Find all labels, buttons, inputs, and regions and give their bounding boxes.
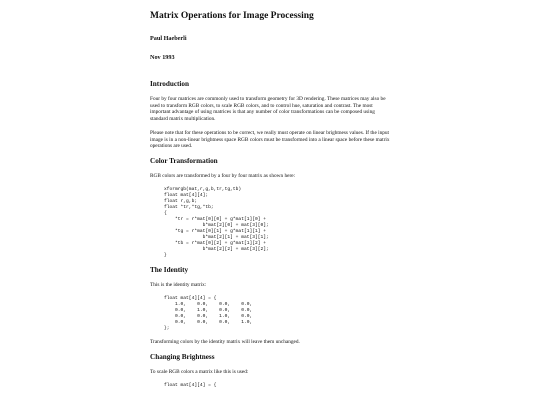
identity-after-text: Transforming colors by the identity matrix will leave them unchanged. xyxy=(150,339,300,346)
document-page xyxy=(150,10,390,396)
identity-text: This is the identity matrix: xyxy=(150,282,207,289)
introduction-paragraph: Four by four matrices are commonly used to transform geometry for 3D rendering. These matrices may also be used to transform RGB colors, to scale RGB colors, and to control hue, saturation and contrast. The most important advantage of using matrices is that any number of color transformations can be composed using standard matrix multiplication. xyxy=(150,96,386,123)
brightness-text: To scale RGB colors a matrix like this is used: xyxy=(150,368,249,375)
publication-date: Nov 1993 xyxy=(150,54,175,61)
introduction-paragraph: Please note that for these operations to be correct, we really must operate on linear brightness values. If the input image is in a non-linear brightness space RGB colors must be transformed into a linear space before these matrix operations are used. xyxy=(150,129,390,150)
section-identity xyxy=(150,266,390,346)
identity-matrix-code-block: float mat[4][4] = { 1.0, 0.0, 0.0, 0.0, 0.0, 1.0, 0.0, 0.0, 0.0, 0.0, 1.0, 0.0, 0.0, 0.0, 0.0, 1.0, }; xyxy=(164,295,253,332)
xformrgb-code-block: xformrgb(mat,r,g,b,tr,tg,tb) float mat[4][4]; float r,g,b; float *tr,*tg,*tb; { *tr = r*mat[0][0] + g*mat[1][0] + b*mat[2][0] + mat[3][0]; *tg = r*mat[0][1] + g*mat[1][1] + b*mat[2][1] + mat[3][1]; *tb = r*mat[0][2] + g*mat[1][2] + b*mat[2][2] + mat[3][2]; } xyxy=(164,186,269,259)
identity-heading: The Identity xyxy=(150,266,189,275)
document-title: Matrix Operations for Image Processing xyxy=(150,11,314,21)
section-changing-brightness xyxy=(150,353,390,389)
section-color-transformation xyxy=(150,157,390,259)
author-name: Paul Haeberli xyxy=(150,35,187,42)
brightness-heading: Changing Brightness xyxy=(150,352,215,361)
color-transformation-text: RGB colors are transformed by a four by four matrix as shown here: xyxy=(150,172,296,179)
brightness-matrix-code-block: float mat[4][4] = { xyxy=(164,382,217,388)
introduction-heading: Introduction xyxy=(150,80,190,88)
section-introduction xyxy=(150,80,390,150)
color-transformation-heading: Color Transformation xyxy=(150,156,218,165)
